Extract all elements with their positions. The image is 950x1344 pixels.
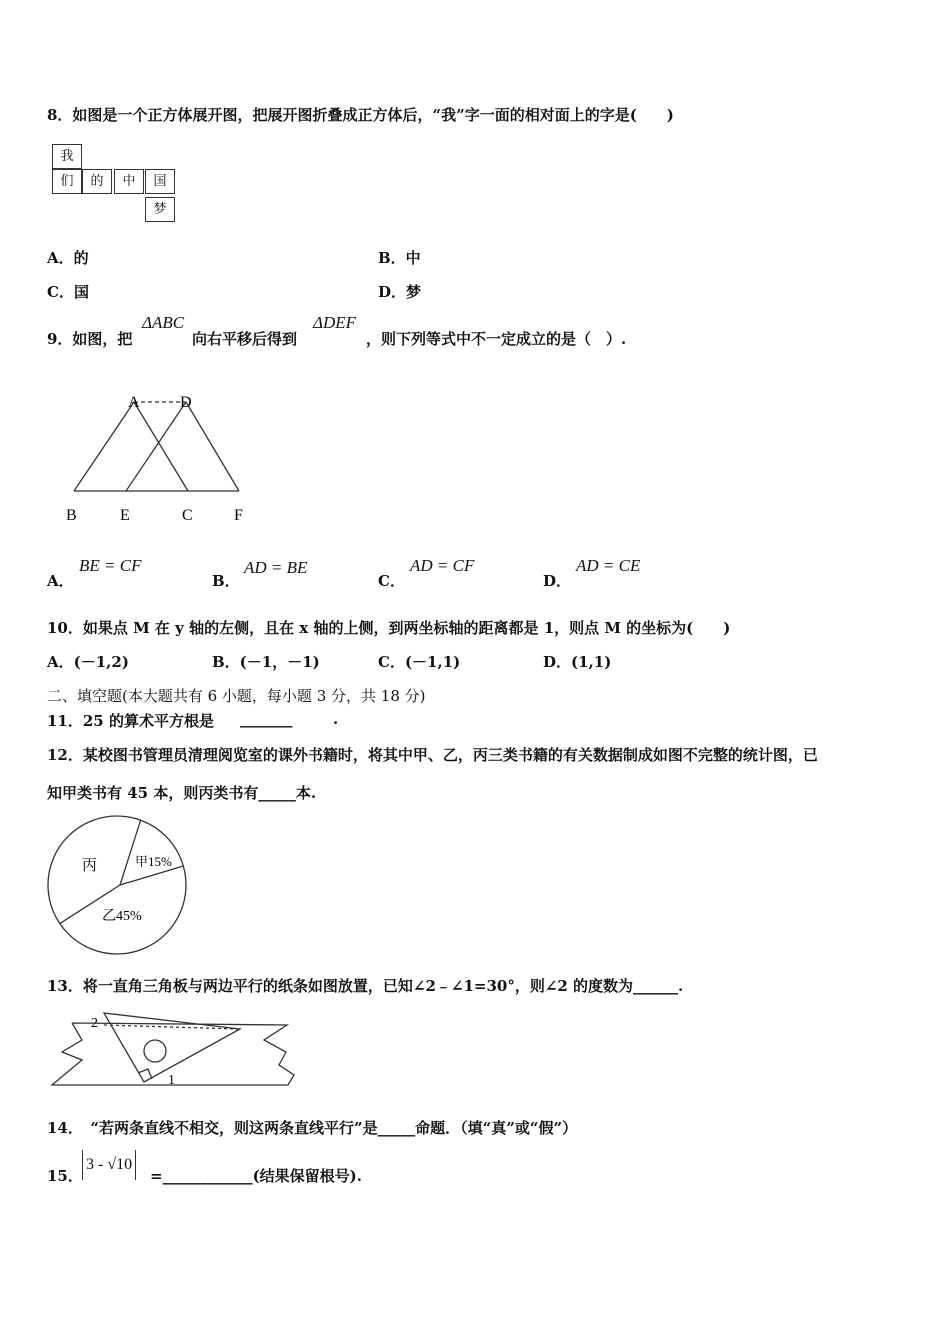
q10-option-d: D．(1,1): [543, 653, 612, 671]
q9-mid: 向右平移后得到: [192, 330, 298, 348]
q10-option-c: C．(－1,1): [378, 653, 461, 671]
q8-stem: 8．如图是一个正方体展开图，把展开图折叠成正方体后，“我”字一面的相对面上的字是( ): [47, 106, 674, 124]
q8-option-b: B．中: [378, 249, 421, 267]
label-b: B: [66, 507, 77, 524]
q9-option-c-expr: AD = CF: [410, 556, 475, 575]
q14-stem: 14． “若两条直线不相交，则这两条直线平行”是_____命题．（填“真”或“假”）: [47, 1119, 578, 1137]
label-d: D: [180, 394, 192, 411]
q11-blank: _______: [240, 710, 293, 728]
label-e: E: [120, 507, 130, 524]
q10-stem: 10．如果点 M 在 y 轴的左侧，且在 x 轴的上侧，到两坐标轴的距离都是 1，则点 M 的坐标为( ): [47, 619, 731, 637]
section-2-heading: 二、填空题(本大题共有 6 小题，每小题 3 分，共 18 分): [47, 687, 426, 705]
net-cell-4: 中: [114, 169, 144, 194]
pie-label-jia: 甲15%: [135, 854, 172, 869]
q11-stem: 11．25 的算术平方根是: [47, 712, 214, 730]
pie-outline: [48, 816, 186, 954]
q10-option-a: A．(－1,2): [47, 653, 129, 671]
label-f: F: [234, 507, 243, 524]
q9-option-b-letter: B．: [212, 572, 240, 590]
angle-1-label: 1: [168, 1073, 175, 1088]
triangle-strip-figure: [44, 1005, 309, 1095]
q9-option-a-letter: A．: [47, 572, 74, 590]
net-cell-5: 国: [145, 169, 175, 194]
net-cell-3: 的: [82, 169, 112, 194]
q8-option-d: D．梦: [378, 283, 422, 301]
q15-expression: 3 - √10: [86, 1156, 133, 1173]
label-a: A: [128, 394, 140, 411]
net-cell-2: 们: [52, 169, 82, 194]
q12-line2: 知甲类书有 45 本，则丙类书有_____本.: [47, 784, 317, 802]
q9-prefix: 9．如图，把: [47, 330, 133, 348]
pie-chart: [40, 812, 200, 962]
net-cell-6: 梦: [145, 197, 175, 222]
q13-stem: 13．将一直角三角板与两边平行的纸条如图放置，已知∠2﹣∠1=30°，则∠2 的度数为______.: [47, 977, 684, 995]
q9-suffix: ，则下列等式中不一定成立的是（ ）.: [366, 330, 627, 348]
pie-divider-甲: [120, 820, 141, 885]
q9-option-b-expr: AD = BE: [244, 558, 308, 577]
q15-number: 15．: [47, 1167, 83, 1185]
q15-tail: =____________(结果保留根号).: [150, 1167, 362, 1185]
q8-option-a: A．的: [47, 249, 89, 267]
q9-option-d-expr: AD = CE: [576, 556, 641, 575]
translation-figure: [60, 388, 260, 528]
angle-2-label: 2: [91, 1016, 98, 1031]
q9-option-d-letter: D．: [543, 572, 572, 590]
net-cell-1: 我: [52, 144, 82, 169]
q10-option-b: B．(－1，－1): [212, 653, 320, 671]
q8-option-c: C．国: [47, 283, 89, 301]
q15-abs: [82, 1150, 136, 1180]
pie-label-yi: 乙45%: [102, 909, 142, 924]
label-c: C: [182, 507, 193, 524]
q11-end: .: [333, 710, 339, 728]
q9-option-c-letter: C．: [378, 572, 405, 590]
q9-option-a-expr: BE = CF: [79, 556, 142, 575]
pie-label-bing: 丙: [82, 858, 98, 874]
q9-triangle-def: ΔDEF: [313, 313, 357, 332]
q9-triangle-abc: ΔABC: [142, 313, 185, 332]
q12-line1: 12．某校图书管理员清理阅览室的课外书籍时，将其中甲、乙，丙三类书籍的有关数据制成如图不完整的统计图，已: [47, 746, 818, 764]
